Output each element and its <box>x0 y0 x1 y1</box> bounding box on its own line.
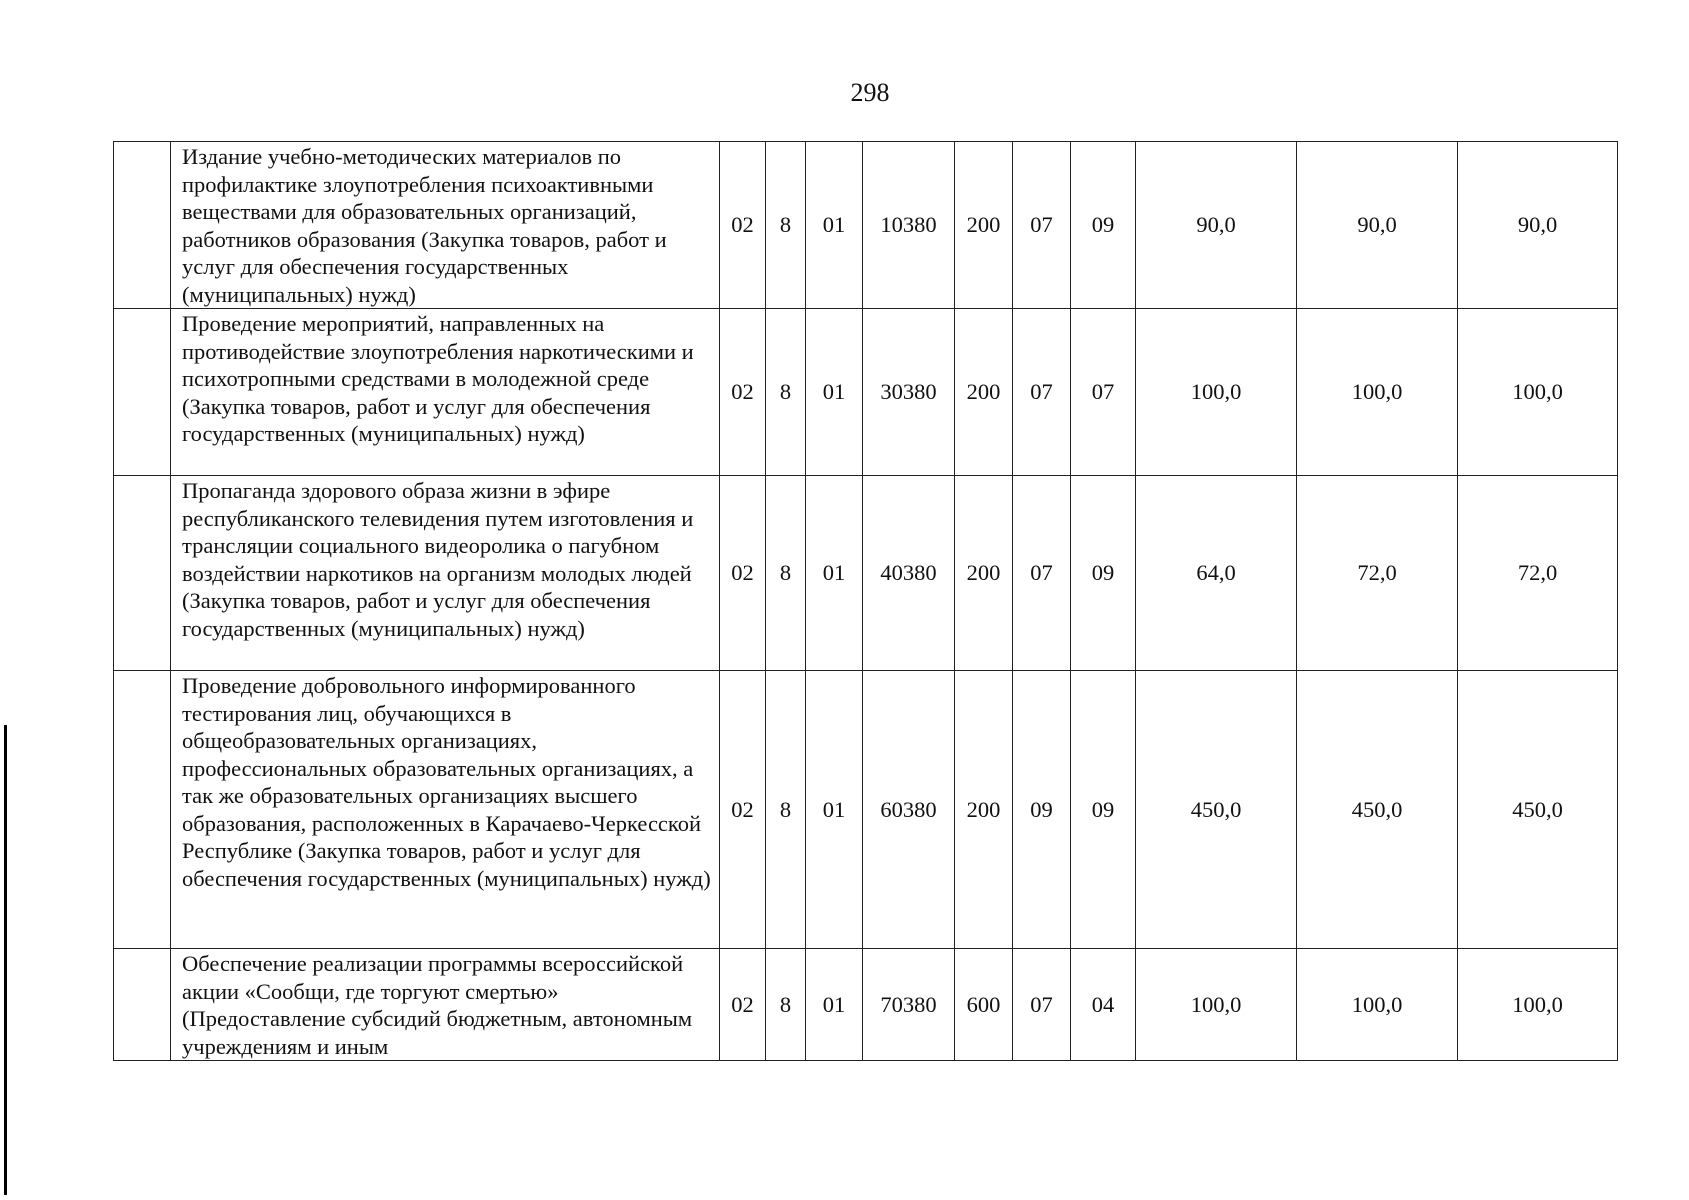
amount-cell-3: 100,0 <box>1458 309 1618 476</box>
table-row <box>114 671 1618 949</box>
scan-margin-line <box>4 725 7 1195</box>
amount-cell-1: 100,0 <box>1136 949 1297 1061</box>
subsection-code-cell: 09 <box>1071 671 1136 949</box>
page-number: 298 <box>850 78 890 107</box>
amount-cell-2: 100,0 <box>1297 309 1458 476</box>
description-cell: Издание учебно-методических материалов по профилактике злоупотребления психоактивными веществами для образовательных организаций, работников образования (Закупка товаров, работ и услуг для обеспечения государственных (муниципальных) нужд) <box>171 142 720 309</box>
subsection-code-cell: 04 <box>1071 949 1136 1061</box>
description-cell: Обеспечение реализации программы всероссийской акции «Сообщи, где торгуют смертью» (Предоставление субсидий бюджетным, автономным учреждениям и иным <box>171 949 720 1061</box>
direction-code-cell: 30380 <box>863 309 955 476</box>
expense-type-cell: 200 <box>955 309 1013 476</box>
program-code-cell: 02 <box>720 142 766 309</box>
amount-cell-3: 450,0 <box>1458 671 1618 949</box>
amount-cell-2: 72,0 <box>1297 476 1458 671</box>
direction-code-cell: 60380 <box>863 671 955 949</box>
amount-cell-1: 450,0 <box>1136 671 1297 949</box>
amount-cell-3: 90,0 <box>1458 142 1618 309</box>
direction-code-cell: 70380 <box>863 949 955 1061</box>
direction-code-cell: 10380 <box>863 142 955 309</box>
row-number-cell <box>114 671 171 949</box>
table-row <box>114 949 1618 1061</box>
program-code-cell: 02 <box>720 309 766 476</box>
main-event-code-cell: 01 <box>806 949 863 1061</box>
main-event-code-cell: 01 <box>806 476 863 671</box>
amount-cell-3: 100,0 <box>1458 949 1618 1061</box>
row-number-cell <box>114 309 171 476</box>
table-row <box>114 142 1618 309</box>
amount-cell-2: 90,0 <box>1297 142 1458 309</box>
row-number-cell <box>114 142 171 309</box>
amount-cell-1: 64,0 <box>1136 476 1297 671</box>
amount-cell-2: 100,0 <box>1297 949 1458 1061</box>
subprogram-code-cell: 8 <box>766 309 806 476</box>
main-event-code-cell: 01 <box>806 671 863 949</box>
subsection-code-cell: 09 <box>1071 142 1136 309</box>
section-code-cell: 07 <box>1013 476 1071 671</box>
section-code-cell: 09 <box>1013 671 1071 949</box>
budget-table <box>113 141 1618 1061</box>
expense-type-cell: 200 <box>955 476 1013 671</box>
expense-type-cell: 200 <box>955 671 1013 949</box>
description-cell: Пропаганда здорового образа жизни в эфире республиканского телевидения путем изготовления и трансляции социального видеоролика о пагубном воздействии наркотиков на организм молодых людей (Закупка товаров, работ и услуг для обеспечения государственных (муниципальных) нужд) <box>171 476 720 671</box>
description-cell: Проведение добровольного информированного тестирования лиц, обучающихся в общеобразовательных организациях, профессиональных образовательных организациях, а так же образовательных организациях высшего образования, расположенных в Карачаево-Черкесской Республике (Закупка товаров, работ и услуг для обеспечения государственных (муниципальных) нужд) <box>171 671 720 949</box>
subprogram-code-cell: 8 <box>766 142 806 309</box>
program-code-cell: 02 <box>720 671 766 949</box>
expense-type-cell: 200 <box>955 142 1013 309</box>
subprogram-code-cell: 8 <box>766 949 806 1061</box>
main-event-code-cell: 01 <box>806 142 863 309</box>
row-number-cell <box>114 949 171 1061</box>
table-row <box>114 476 1618 671</box>
subprogram-code-cell: 8 <box>766 476 806 671</box>
main-event-code-cell: 01 <box>806 309 863 476</box>
direction-code-cell: 40380 <box>863 476 955 671</box>
amount-cell-1: 100,0 <box>1136 309 1297 476</box>
program-code-cell: 02 <box>720 949 766 1061</box>
section-code-cell: 07 <box>1013 309 1071 476</box>
section-code-cell: 07 <box>1013 949 1071 1061</box>
amount-cell-1: 90,0 <box>1136 142 1297 309</box>
row-number-cell <box>114 476 171 671</box>
description-cell: Проведение мероприятий, направленных на противодействие злоупотребления наркотическими и психотропными средствами в молодежной среде (Закупка товаров, работ и услуг для обеспечения государственных (муниципальных) нужд) <box>171 309 720 476</box>
amount-cell-2: 450,0 <box>1297 671 1458 949</box>
amount-cell-3: 72,0 <box>1458 476 1618 671</box>
subsection-code-cell: 09 <box>1071 476 1136 671</box>
subsection-code-cell: 07 <box>1071 309 1136 476</box>
subprogram-code-cell: 8 <box>766 671 806 949</box>
program-code-cell: 02 <box>720 476 766 671</box>
section-code-cell: 07 <box>1013 142 1071 309</box>
table-row <box>114 309 1618 476</box>
expense-type-cell: 600 <box>955 949 1013 1061</box>
